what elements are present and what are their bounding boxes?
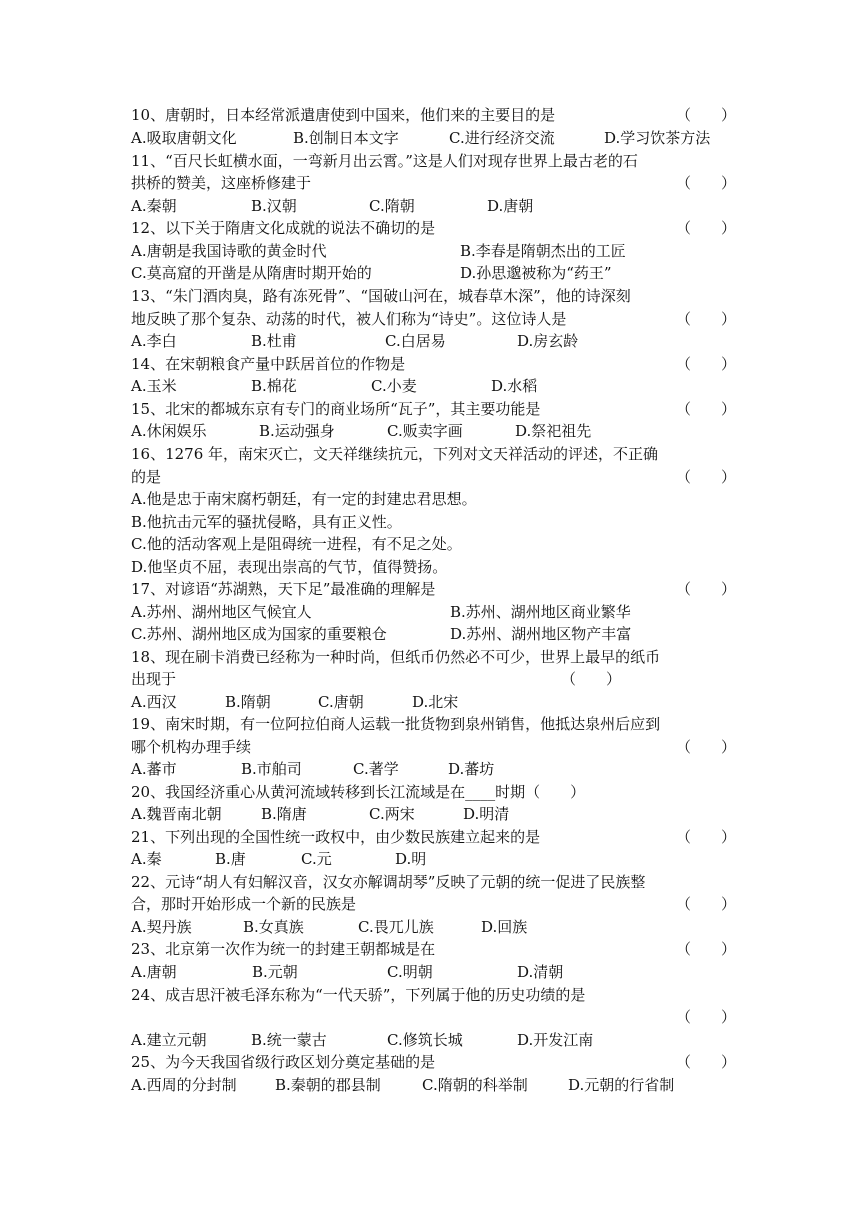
option-d: D.蕃坊 bbox=[448, 760, 495, 778]
question-11-options bbox=[131, 195, 731, 217]
question-text: 22、元诗“胡人有妇解汉音，汉女亦解调胡琴”反映了元朝的统一促进了民族整 bbox=[131, 873, 646, 891]
question-13-stem-line2 bbox=[131, 308, 737, 330]
option-b: B.杜甫 bbox=[251, 332, 297, 350]
option-c: C.隋朝 bbox=[369, 197, 415, 215]
question-23-options bbox=[131, 961, 731, 983]
option-c: C.苏州、湖州地区成为国家的重要粮仓 bbox=[131, 625, 387, 643]
option-c: C.白居易 bbox=[385, 332, 446, 350]
option-d: D.水稻 bbox=[491, 377, 538, 395]
question-22-stem-line2 bbox=[131, 893, 737, 915]
option-a: A.苏州、湖州地区气候宜人 bbox=[131, 603, 312, 621]
answer-blank: （ ） bbox=[676, 1053, 737, 1071]
question-12-options-ab bbox=[131, 240, 731, 262]
option-a: A.秦 bbox=[131, 850, 162, 868]
option-d: D.明 bbox=[395, 850, 427, 868]
option-a: A.蕃市 bbox=[131, 760, 177, 778]
question-17-options-ab bbox=[131, 601, 731, 623]
question-24-options bbox=[131, 1029, 731, 1051]
option-c: C.明朝 bbox=[387, 963, 433, 981]
question-19-stem-line1 bbox=[131, 713, 731, 735]
question-25-stem bbox=[131, 1051, 737, 1073]
answer-blank: （ ） bbox=[676, 1008, 737, 1026]
answer-blank: （ ） bbox=[561, 670, 622, 688]
option-b: B.元朝 bbox=[252, 963, 298, 981]
option-c: C.唐朝 bbox=[318, 693, 364, 711]
question-16-option-c bbox=[131, 533, 731, 555]
option-b: B.女真族 bbox=[243, 918, 304, 936]
question-text: 的是 bbox=[131, 468, 162, 486]
question-text: 15、北宋的都城东京有专门的商业场所“瓦子”，其主要功能是 bbox=[131, 400, 541, 418]
option-d: D.孙思邈被称为“药王” bbox=[460, 264, 612, 282]
question-23-stem bbox=[131, 938, 737, 960]
question-text: 14、在宋朝粮食产量中跃居首位的作物是 bbox=[131, 355, 406, 373]
question-12-stem bbox=[131, 217, 737, 239]
option-a: A.休闲娱乐 bbox=[131, 422, 207, 440]
question-text: 21、下列出现的全国性统一政权中，由少数民族建立起来的是 bbox=[131, 828, 541, 846]
option-c: C.著学 bbox=[353, 760, 399, 778]
question-text: 23、北京第一次作为统一的封建王朝都城是在 bbox=[131, 940, 436, 958]
option-c: C.莫高窟的开凿是从隋唐时期开始的 bbox=[131, 264, 372, 282]
question-16-option-d bbox=[131, 556, 731, 578]
question-text: 13、“朱门酒肉臭，路有冻死骨”、“国破山河在，城春草木深”，他的诗深刻 bbox=[131, 287, 631, 305]
option-a: A.唐朝是我国诗歌的黄金时代 bbox=[131, 242, 327, 260]
question-20-stem bbox=[131, 781, 731, 803]
answer-blank: （ ） bbox=[676, 468, 737, 486]
answer-blank: （ ） bbox=[676, 400, 737, 418]
answer-blank: （ ） bbox=[676, 106, 737, 124]
answer-blank: （ ） bbox=[676, 940, 737, 958]
option-b: B.李春是隋朝杰出的工匠 bbox=[460, 242, 626, 260]
option-d: D.祭祀祖先 bbox=[515, 422, 592, 440]
question-text: 12、以下关于隋唐文化成就的说法不确切的是 bbox=[131, 219, 436, 237]
question-11-stem-line2 bbox=[131, 172, 737, 194]
answer-blank: （ ） bbox=[676, 174, 737, 192]
question-21-stem bbox=[131, 826, 737, 848]
question-text: 20、我国经济重心从黄河流域转移到长江流域是在____时期（ ） bbox=[131, 783, 586, 801]
option-a: A.西周的分封制 bbox=[131, 1076, 237, 1094]
answer-blank: （ ） bbox=[676, 580, 737, 598]
question-text: 19、南宋时期，有一位阿拉伯商人运载一批货物到泉州销售，他抵达泉州后应到 bbox=[131, 715, 661, 733]
question-16-option-a bbox=[131, 488, 731, 510]
question-19-options bbox=[131, 758, 731, 780]
question-17-options-cd bbox=[131, 623, 731, 645]
option-b: B.他抗击元军的骚扰侵略，具有正义性。 bbox=[131, 513, 402, 531]
question-10-options bbox=[131, 127, 731, 149]
option-a: A.他是忠于南宋腐朽朝廷，有一定的封建忠君思想。 bbox=[131, 490, 477, 508]
option-b: B.隋朝 bbox=[225, 693, 271, 711]
answer-blank: （ ） bbox=[676, 219, 737, 237]
question-13-options bbox=[131, 330, 731, 352]
option-a: A.魏晋南北朝 bbox=[131, 805, 222, 823]
question-20-options bbox=[131, 803, 731, 825]
option-a: A.吸取唐朝文化 bbox=[131, 129, 237, 147]
option-d: D.苏州、湖州地区物产丰富 bbox=[450, 625, 632, 643]
question-text: 10、唐朝时，日本经常派遣唐使到中国来，他们来的主要目的是 bbox=[131, 106, 556, 124]
question-17-stem bbox=[131, 578, 737, 600]
option-b: B.秦朝的郡县制 bbox=[275, 1076, 381, 1094]
question-24-stem-line1 bbox=[131, 984, 731, 1006]
question-22-options bbox=[131, 916, 731, 938]
option-d: D.北宋 bbox=[412, 693, 459, 711]
question-13-stem-line1 bbox=[131, 285, 731, 307]
option-c: C.进行经济交流 bbox=[449, 129, 555, 147]
question-text: 哪个机构办理手续 bbox=[131, 738, 252, 756]
option-d: D.回族 bbox=[481, 918, 528, 936]
question-text: 拱桥的赞美，这座桥修建于 bbox=[131, 174, 312, 192]
question-18-options bbox=[131, 691, 731, 713]
question-16-stem-line2 bbox=[131, 466, 737, 488]
question-text: 16、1276 年，南宋灭亡，文天祥继续抗元，下列对文天祥活动的评述，不正确 bbox=[131, 445, 659, 463]
option-d: D.学习饮茶方法 bbox=[604, 129, 711, 147]
question-10-stem bbox=[131, 104, 737, 126]
question-19-stem-line2 bbox=[131, 736, 737, 758]
option-b: B.汉朝 bbox=[251, 197, 297, 215]
answer-blank: （ ） bbox=[676, 895, 737, 913]
question-15-options bbox=[131, 420, 731, 442]
option-c: C.修筑长城 bbox=[387, 1031, 463, 1049]
question-text: 17、对谚语“苏湖熟，天下足”最准确的理解是 bbox=[131, 580, 436, 598]
answer-blank: （ ） bbox=[676, 310, 737, 328]
option-a: A.契丹族 bbox=[131, 918, 192, 936]
question-14-options bbox=[131, 375, 731, 397]
option-b: B.苏州、湖州地区商业繁华 bbox=[450, 603, 631, 621]
answer-blank: （ ） bbox=[676, 355, 737, 373]
option-a: A.唐朝 bbox=[131, 963, 177, 981]
option-c: C.贩卖字画 bbox=[387, 422, 463, 440]
question-15-stem bbox=[131, 398, 737, 420]
question-12-options-cd bbox=[131, 262, 731, 284]
option-a: A.李白 bbox=[131, 332, 177, 350]
question-18-stem-line2 bbox=[131, 668, 731, 690]
option-b: B.市舶司 bbox=[241, 760, 302, 778]
question-16-stem-line1 bbox=[131, 443, 731, 465]
question-18-stem-line1 bbox=[131, 646, 731, 668]
option-b: B.创制日本文字 bbox=[293, 129, 399, 147]
option-a: A.建立元朝 bbox=[131, 1031, 207, 1049]
question-16-option-b bbox=[131, 511, 731, 533]
option-d: D.清朝 bbox=[517, 963, 564, 981]
question-text: 18、现在刷卡消费已经称为一种时尚，但纸币仍然必不可少，世界上最早的纸币 bbox=[131, 648, 661, 666]
question-25-options bbox=[131, 1074, 731, 1096]
question-text: 出现于 bbox=[131, 670, 177, 688]
option-c: C.畏兀儿族 bbox=[358, 918, 434, 936]
option-b: B.唐 bbox=[215, 850, 246, 868]
option-c: C.隋朝的科举制 bbox=[422, 1076, 528, 1094]
option-b: B.隋唐 bbox=[261, 805, 307, 823]
option-d: D.唐朝 bbox=[487, 197, 534, 215]
question-text: 25、为今天我国省级行政区划分奠定基础的是 bbox=[131, 1053, 436, 1071]
question-text: 24、成吉思汗被毛泽东称为“一代天骄”，下列属于他的历史功绩的是 bbox=[131, 986, 586, 1004]
option-c: C.小麦 bbox=[371, 377, 417, 395]
question-21-options bbox=[131, 848, 731, 870]
question-11-stem-line1 bbox=[131, 150, 731, 172]
option-a: A.西汉 bbox=[131, 693, 177, 711]
question-14-stem bbox=[131, 353, 737, 375]
option-d: D.他坚贞不屈，表现出崇高的气节，值得赞扬。 bbox=[131, 558, 448, 576]
question-text: 地反映了那个复杂、动荡的时代，被人们称为“诗史”。这位诗人是 bbox=[131, 310, 567, 328]
option-d: D.明清 bbox=[463, 805, 510, 823]
answer-blank: （ ） bbox=[676, 738, 737, 756]
option-c: C.他的活动客观上是阻碍统一进程，有不足之处。 bbox=[131, 535, 462, 553]
option-d: D.元朝的行省制 bbox=[568, 1076, 675, 1094]
option-c: C.元 bbox=[301, 850, 332, 868]
question-text: 11、“百尺长虹横水面，一弯新月出云霄。”这是人们对现存世界上最古老的石 bbox=[131, 152, 638, 170]
option-b: B.运动强身 bbox=[259, 422, 335, 440]
option-a: A.秦朝 bbox=[131, 197, 177, 215]
question-22-stem-line1 bbox=[131, 871, 731, 893]
option-a: A.玉米 bbox=[131, 377, 177, 395]
option-d: D.开发江南 bbox=[517, 1031, 594, 1049]
question-text: 合，那时开始形成一个新的民族是 bbox=[131, 895, 357, 913]
answer-blank: （ ） bbox=[676, 828, 737, 846]
question-24-stem-line2 bbox=[131, 1006, 737, 1028]
option-b: B.棉花 bbox=[251, 377, 297, 395]
option-b: B.统一蒙古 bbox=[251, 1031, 327, 1049]
option-c: C.两宋 bbox=[369, 805, 415, 823]
option-d: D.房玄龄 bbox=[517, 332, 579, 350]
